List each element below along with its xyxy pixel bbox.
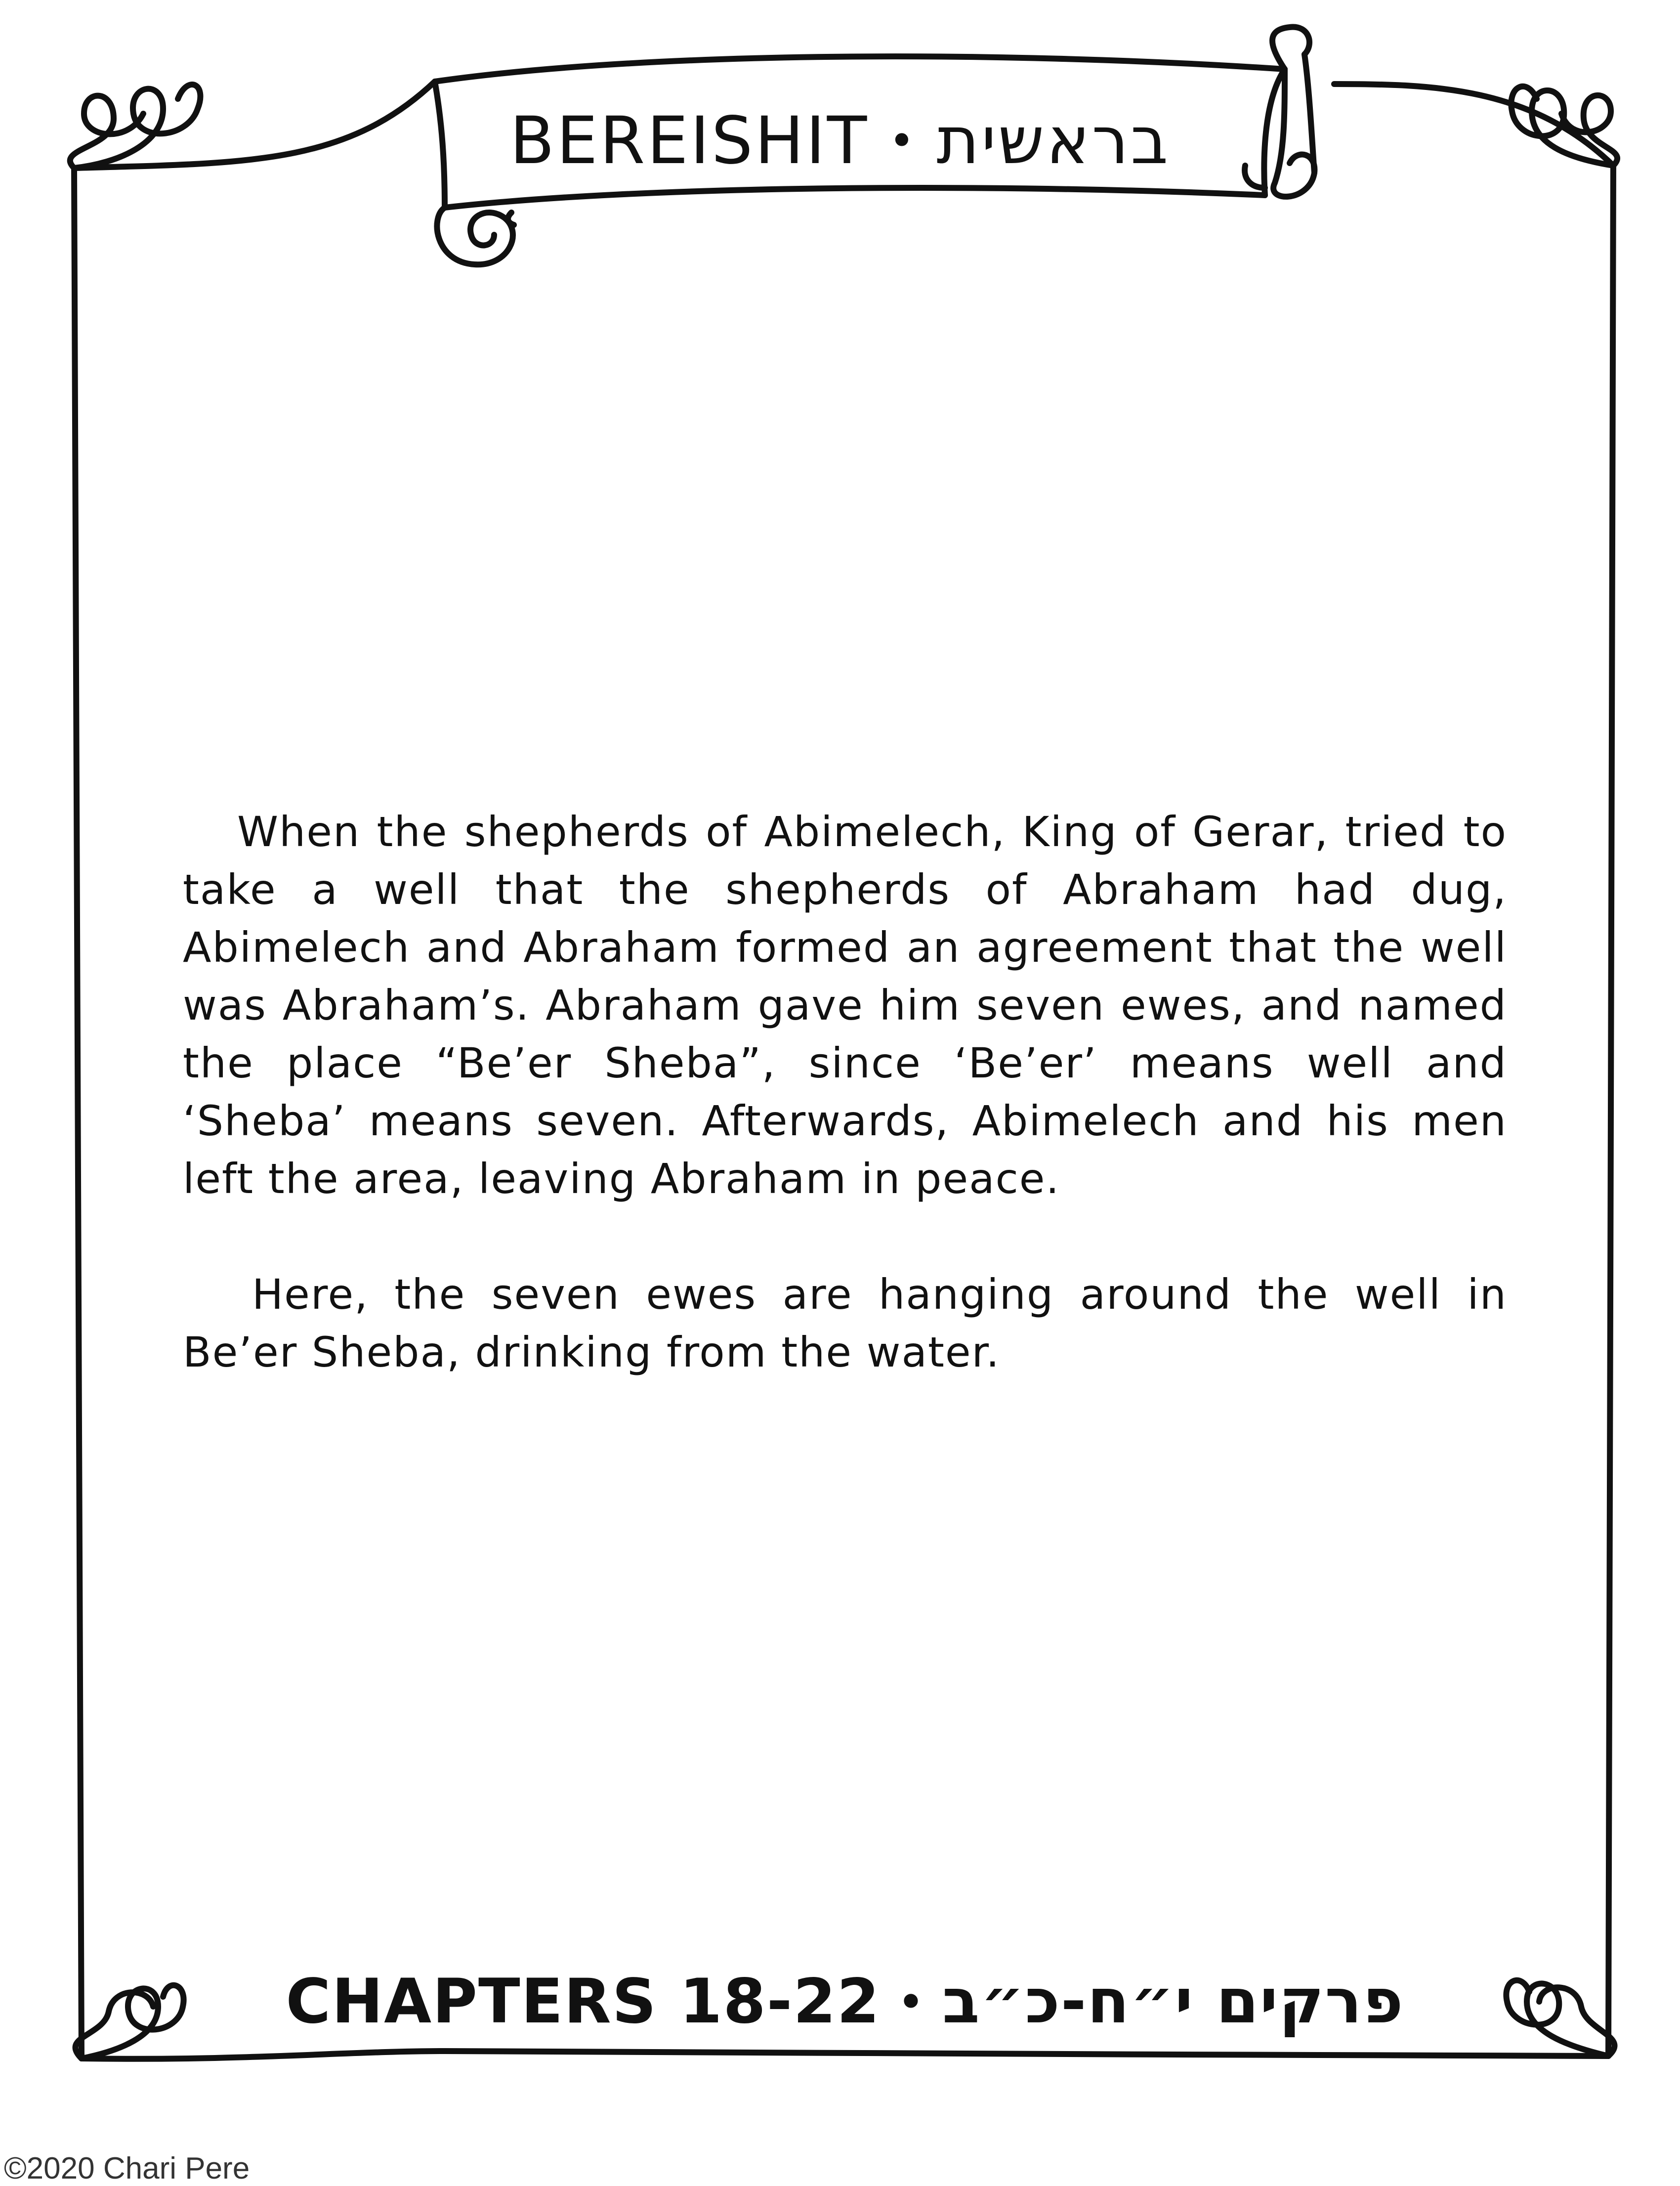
chapters-english: CHAPTERS 18-22 (286, 1966, 881, 2037)
scroll-banner-left-end (435, 82, 445, 208)
frame-left-line (74, 168, 82, 2058)
chapters-footer (277, 1950, 1413, 2054)
title-hebrew: בראשית (936, 103, 1171, 179)
frame-right-line (1608, 166, 1613, 2056)
title-separator: • (888, 115, 917, 167)
story-paragraph-2: Here, the seven ewes are hanging around the well in Be’er Sheba, drinking from the water. (183, 1270, 1507, 1376)
scroll-left-roll (437, 208, 512, 264)
copyright-notice: ©2020 Chari Pere (4, 2151, 250, 2186)
chapters-separator: • (898, 1978, 924, 2025)
curl-bottom-left (82, 1985, 184, 2058)
story-paragraph-1: When the shepherds of Abimelech, King of Gerar, tried to take a well that the shepherds of Abraham had dug, Abimelech and Abraham formed an agreement that the well was Abraham’s. Abraham gave him seven ewes, and named the place “Be’er Sheba”, since ‘Be’er’ means well and ‘Sheba’ means seven. Afterwards, Abimelech and his men left the area, leaving Abraham in peace. (183, 808, 1507, 1203)
curl-bottom-right (1506, 1980, 1608, 2056)
scroll-banner-bottom-edge (445, 188, 1265, 208)
story-text (183, 803, 1507, 1439)
chapters-hebrew: פרקים י״ח-כ״ב (942, 1966, 1404, 2037)
scroll-banner-top-edge (435, 56, 1285, 82)
title-english: BEREISHIT (509, 103, 869, 179)
title-banner (474, 91, 1206, 190)
